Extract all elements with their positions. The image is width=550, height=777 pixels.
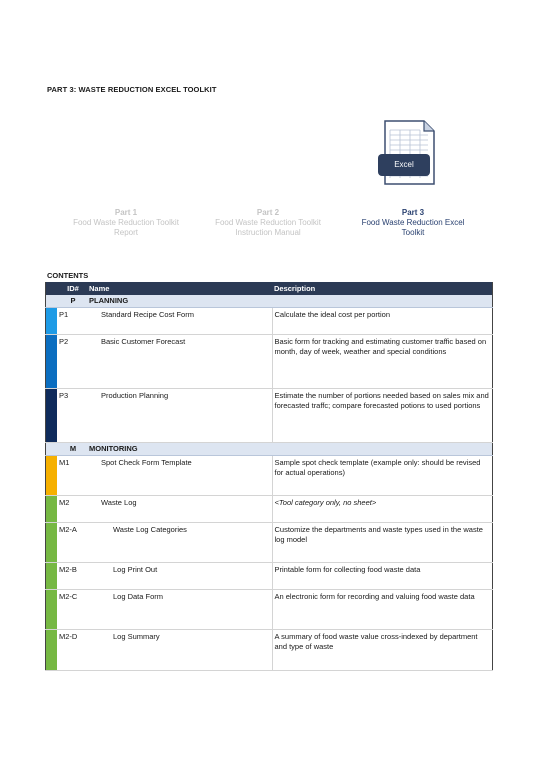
row-name: Spot Check Form Template: [101, 458, 192, 467]
table-row[interactable]: [46, 563, 493, 590]
row-description: An electronic form for recording and valuing food waste data: [272, 590, 493, 630]
category-color-bar: [46, 308, 58, 335]
category-color-bar: [46, 590, 58, 630]
header-name: Name: [89, 282, 272, 295]
excel-file-icon: [376, 120, 436, 190]
part-number: Part 3: [401, 208, 425, 217]
table-row[interactable]: [46, 308, 493, 335]
row-description: <Tool category only, no sheet>: [272, 496, 493, 523]
section-row: [46, 295, 493, 308]
table-row[interactable]: [46, 335, 493, 389]
row-name: Production Planning: [101, 391, 169, 400]
part-1-link[interactable]: [71, 208, 181, 238]
part-number: Part 2: [256, 208, 280, 217]
table-header-row: [46, 282, 493, 295]
contents-label: CONTENTS: [47, 271, 89, 280]
row-description: Calculate the ideal cost per portion: [272, 308, 493, 335]
row-name: Log Print Out: [113, 565, 158, 574]
row-description: Sample spot check template (example only: should be revised for actual operations): [272, 456, 493, 496]
row-id: M2-D: [57, 630, 89, 671]
section-title: PLANNING: [89, 295, 493, 308]
table-row[interactable]: [46, 496, 493, 523]
row-id: M2-A: [57, 523, 89, 563]
row-name: Log Data Form: [113, 592, 164, 601]
row-description: Printable form for collecting food waste data: [272, 563, 493, 590]
category-color-bar: [46, 335, 58, 389]
excel-icon-label: Excel: [394, 160, 414, 169]
part-3-link[interactable]: [358, 208, 468, 238]
category-color-bar: [46, 389, 58, 443]
row-description: Basic form for tracking and estimating customer traffic based on month, day of week, weather and special conditions: [272, 335, 493, 389]
section-code: P: [57, 295, 89, 308]
row-description: Customize the departments and waste types used in the waste log model: [272, 523, 493, 563]
header-bar-cell: [46, 282, 58, 295]
row-description: A summary of food waste value cross-indexed by department and type of waste: [272, 630, 493, 671]
row-id: M2: [57, 496, 89, 523]
part-title: Food Waste Reduction Toolkit Report: [73, 218, 179, 237]
section-row: [46, 443, 493, 456]
row-description: Estimate the number of portions needed based on sales mix and forecasted traffc; compare forecasted potions to used portions: [272, 389, 493, 443]
table-row[interactable]: [46, 456, 493, 496]
table-row[interactable]: [46, 590, 493, 630]
header-description: Description: [272, 282, 493, 295]
part-title: Food Waste Reduction Toolkit Instruction Manual: [215, 218, 321, 237]
category-color-bar: [46, 496, 58, 523]
row-id: M2-C: [57, 590, 89, 630]
part-title: Food Waste Reduction Excel Toolkit: [361, 218, 465, 237]
category-color-bar: [46, 563, 58, 590]
category-color-bar: [46, 456, 58, 496]
header-id: ID#: [57, 282, 89, 295]
table-row[interactable]: [46, 389, 493, 443]
section-code: M: [57, 443, 89, 456]
category-color-bar: [46, 523, 58, 563]
row-name: Standard Recipe Cost Form: [101, 310, 194, 319]
contents-table: [45, 282, 493, 671]
row-name: Waste Log Categories: [113, 525, 187, 534]
part-2-link[interactable]: [213, 208, 323, 238]
row-name: Waste Log: [101, 498, 137, 507]
row-id: M1: [57, 456, 89, 496]
section-title: MONITORING: [89, 443, 493, 456]
part-number: Part 1: [114, 208, 138, 217]
table-row[interactable]: [46, 523, 493, 563]
page-title: PART 3: WASTE REDUCTION EXCEL TOOLKIT: [47, 85, 217, 94]
row-name: Log Summary: [113, 632, 160, 641]
category-color-bar: [46, 630, 58, 671]
row-id: P3: [57, 389, 89, 443]
row-name: Basic Customer Forecast: [101, 337, 186, 346]
section-bar-cell: [46, 443, 58, 456]
row-id: P2: [57, 335, 89, 389]
section-bar-cell: [46, 295, 58, 308]
row-id: P1: [57, 308, 89, 335]
table-row[interactable]: [46, 630, 493, 671]
row-id: M2-B: [57, 563, 89, 590]
